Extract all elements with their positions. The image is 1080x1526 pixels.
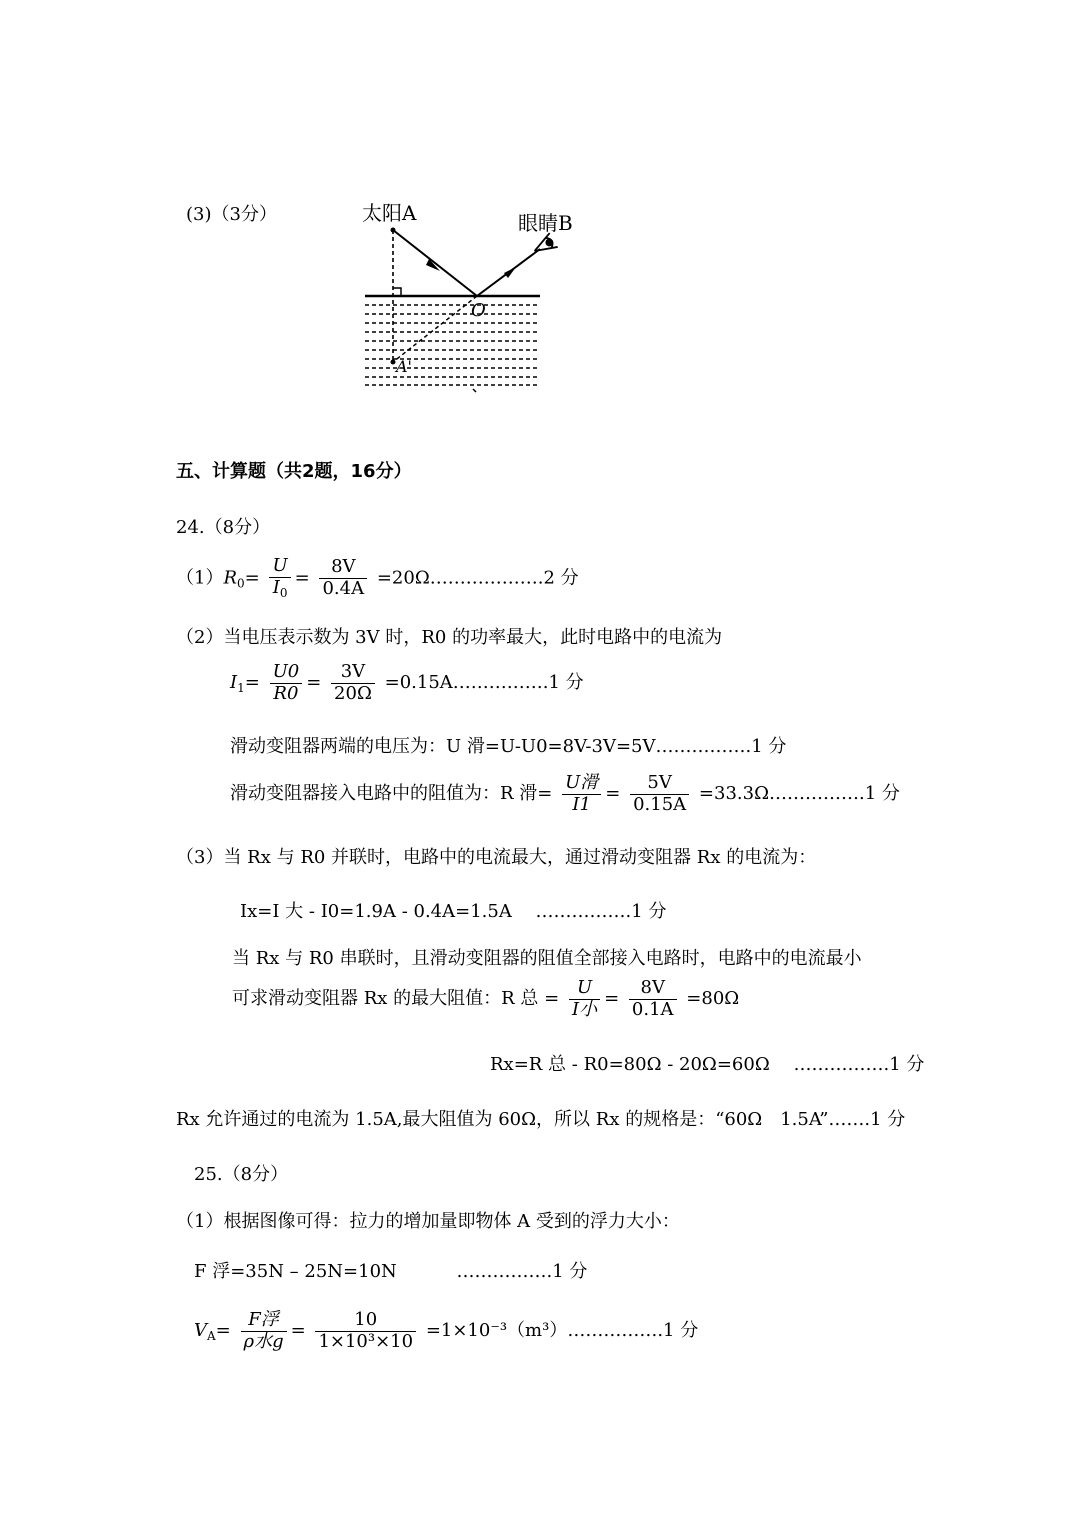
q24-part3-line3: 可求滑动变阻器 Rx 的最大阻值：R 总 = $\frac{U}{\text{I小}}$ = $\frac{8V}{0.1A}$ =80Ω: [232, 977, 740, 1020]
q25-title: 25.（8分）: [194, 1164, 289, 1185]
q25-part1-intro: （1）根据图像可得：拉力的增加量即物体 A 受到的浮力大小：: [176, 1211, 680, 1232]
q24-part2-line3: 滑动变阻器接入电路中的阻值为：R 滑= $\frac{\text{U滑}}{I1}$ = $\frac{5V}{0.15A}$ =33.3Ω…………….1 分: [230, 772, 900, 815]
q24-title: 24.（8分）: [176, 517, 271, 538]
fraction-5v-015a: $\frac{5V}{0.15A}$: [630, 773, 689, 815]
image-a-label: A': [396, 357, 412, 376]
fraction-uslide-i1: $\frac{\text{U滑}}{I1}$: [562, 773, 601, 815]
image-point: [391, 360, 396, 365]
eye-label: 眼睛B: [518, 211, 573, 235]
q24-part3-line2: 当 Rx 与 R0 串联时，且滑动变阻器的阻值全部接入电路时，电路中的电流最小: [232, 948, 862, 969]
reflected-arrow: [504, 267, 516, 278]
fraction-3v-20ohm: $\frac{3V}{20\Omega}$: [331, 662, 375, 704]
extension-tail: [473, 389, 476, 392]
virtual-ray-extension: [393, 296, 477, 362]
fraction-ffloat-rhog: $\frac{\text{F浮}}{\text{ρ水g}}$: [241, 1310, 287, 1352]
reflection-diagram: [340, 195, 600, 400]
q24-part2-line1: $I_1=$ $\frac{U0}{R0}$ = $\frac{3V}{20\Omega}$ =0.15A…………….1 分: [230, 661, 584, 704]
q24-part3-line4: Rx=R 总 - R0=80Ω - 20Ω=60Ω …………….1 分: [490, 1054, 925, 1075]
q24-part2-intro: （2）当电压表示数为 3V 时，R0 的功率最大，此时电路中的电流为: [176, 627, 723, 648]
water-hatch: [365, 305, 540, 385]
q25-line2: $V_A=$ $\frac{\text{F浮}}{\text{ρ水g}}$ = $\frac{10}{\text{1×10³×10}}$ =1×10⁻³（m³）…………….1 分: [194, 1309, 699, 1352]
fraction-8v-04a: $\frac{8V}{0.4A}$: [319, 557, 367, 599]
fraction-8v-01a: $\frac{8V}{0.1A}$: [629, 978, 677, 1020]
section5-title: 五、计算题（共2题，16分）: [176, 461, 412, 482]
q24-part1: $(1)R_0=$ $\frac{U}{I_0}$ = $\frac{8V}{0.4A}$ =20Ω……………….2 分: [176, 555, 579, 600]
q24-part3-line1: Ix=I 大 - I0=1.9A - 0.4A=1.5A …………….1 分: [240, 901, 667, 922]
sun-point: [391, 228, 396, 233]
q24-conclusion: Rx 允许通过的电流为 1.5A,最大阻值为 60Ω，所以 Rx 的规格是：“60Ω 1.5A”…….1 分: [176, 1109, 906, 1130]
q24-part2-line2: 滑动变阻器两端的电压为：U 滑=U-U0=8V-3V=5V…………….1 分: [230, 736, 787, 757]
fraction-10-denominator: $\frac{10}{\text{1×10³×10}}$: [315, 1310, 416, 1352]
sun-label: 太阳A: [362, 201, 417, 225]
fraction-u0-r0: $\frac{U0}{R0}$: [270, 662, 303, 704]
q24-part3-intro: （3）当 Rx 与 R0 并联时，电路中的电流最大，通过滑动变阻器 Rx 的电流为：: [176, 847, 817, 868]
part3-label: (3)（3分）: [186, 204, 277, 225]
point-o-label: O: [471, 300, 486, 321]
fraction-u-imin: $\frac{U}{\text{I小}}$: [569, 978, 600, 1020]
fraction-u-i0: $\frac{U}{I_0}$: [269, 556, 290, 600]
q25-line1: F 浮=35N – 25N=10N …………….1 分: [194, 1261, 588, 1282]
incident-ray: [393, 230, 477, 296]
